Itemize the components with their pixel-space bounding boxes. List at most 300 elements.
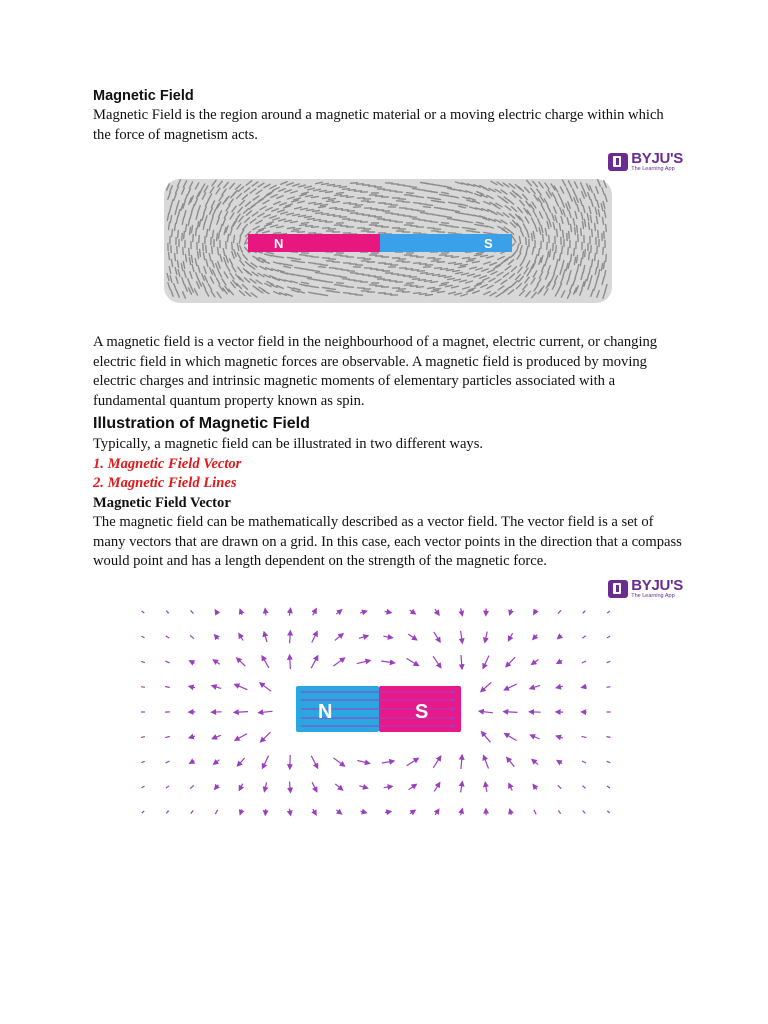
field-vector [533, 784, 537, 789]
filing [550, 250, 551, 257]
field-vector [290, 781, 291, 792]
field-vector [290, 630, 291, 642]
field-vector [607, 786, 610, 788]
filing [571, 225, 572, 232]
filing [421, 273, 428, 274]
field-vector [483, 655, 489, 668]
field-vector [189, 736, 195, 738]
field-vector [215, 609, 218, 613]
filing [322, 214, 329, 215]
filing [321, 205, 328, 206]
field-vector [336, 810, 341, 814]
filing [169, 253, 170, 260]
filing [469, 259, 476, 260]
field-vector [506, 657, 515, 667]
filing [595, 254, 596, 261]
filing [447, 270, 454, 271]
byjus-logo-2 [608, 578, 683, 600]
filing [326, 282, 333, 283]
logo-name-2: BYJU'S [631, 576, 683, 594]
filing [411, 286, 418, 287]
filing [532, 234, 533, 241]
filing [334, 186, 341, 187]
filing [329, 289, 336, 290]
filing [604, 262, 605, 269]
filing [344, 203, 351, 204]
filing [606, 255, 607, 262]
filing [589, 253, 590, 260]
filing [328, 185, 335, 186]
field-vector [313, 608, 317, 615]
field-vector [504, 684, 517, 690]
filing [218, 248, 219, 255]
field-vector [435, 608, 439, 614]
field-vector [191, 610, 194, 613]
filing [349, 190, 356, 191]
field-vector [408, 634, 417, 640]
filing [419, 280, 426, 281]
field-vector [532, 759, 538, 764]
filing [577, 256, 578, 263]
filing [347, 197, 354, 198]
field-vector [534, 609, 537, 614]
filing [313, 271, 320, 272]
field-vector [214, 634, 218, 639]
filing [575, 228, 576, 235]
filing [438, 262, 445, 263]
filing [603, 218, 604, 225]
field-vector [510, 809, 512, 815]
filing [306, 226, 313, 227]
filing [312, 227, 319, 228]
filing [172, 230, 173, 237]
field-vector [607, 636, 610, 638]
field-vector [382, 761, 394, 763]
filing [452, 227, 459, 228]
field-vector [311, 655, 318, 667]
field-vector [485, 782, 487, 792]
filing [340, 187, 347, 188]
field-vector [582, 686, 587, 687]
filing [585, 250, 586, 257]
field-vector [166, 810, 169, 813]
filing [557, 230, 558, 237]
filing [340, 277, 347, 278]
logo-name: BYJU'S [631, 150, 683, 168]
field-vector [461, 755, 462, 769]
field-vector [407, 758, 419, 765]
iron-filings-figure [164, 179, 612, 303]
filing [315, 204, 322, 205]
filing [433, 275, 440, 276]
filing [184, 232, 185, 239]
byjus-logo-icon-2 [608, 580, 628, 598]
field-vector [381, 661, 394, 663]
field-vector [260, 682, 271, 690]
field-vector [239, 783, 243, 790]
filing [420, 294, 427, 295]
field-vector [240, 609, 242, 615]
vector-field-figure [133, 604, 633, 824]
field-vector [215, 784, 219, 789]
field-vector [264, 782, 266, 791]
field-vector [384, 786, 393, 787]
document-page [93, 86, 683, 824]
filing [337, 283, 344, 284]
field-vector [533, 634, 537, 639]
field-vector [262, 655, 269, 667]
field-vector [190, 635, 194, 638]
field-vector [434, 631, 440, 641]
filing [326, 192, 333, 193]
filing [426, 295, 433, 296]
filing [213, 231, 214, 238]
filing [298, 262, 305, 263]
field-vector [484, 755, 489, 768]
field-vector [407, 658, 419, 665]
field-vector [485, 631, 487, 642]
field-vector [582, 661, 586, 663]
filing [319, 267, 326, 268]
field-vector [558, 810, 560, 813]
field-vector [557, 660, 562, 663]
filing [473, 232, 480, 233]
vector-south-label: S [415, 700, 429, 723]
field-vector [190, 785, 194, 788]
field-vector [265, 608, 266, 615]
filing [316, 213, 323, 214]
filing [341, 196, 348, 197]
field-vector [235, 684, 248, 689]
field-vector [214, 759, 220, 764]
filing [431, 222, 438, 223]
field-vector [141, 736, 145, 737]
filing [328, 215, 335, 216]
field-vector [289, 608, 290, 615]
filing [294, 259, 301, 260]
filing [463, 258, 470, 259]
filing [298, 232, 305, 233]
filing [562, 247, 563, 254]
field-vector [311, 755, 317, 767]
field-vector [556, 686, 563, 688]
filing [175, 254, 176, 261]
field-vector [190, 760, 195, 763]
field-vector [142, 810, 144, 812]
filing [424, 207, 431, 208]
filing [219, 232, 220, 239]
field-vector [481, 682, 491, 691]
field-vector [435, 809, 439, 815]
field-vector [385, 811, 391, 812]
field-vector-paragraph: The magnetic field can be mathematically described as a vector field. The vector field is a set of many vectors that are drawn on a grid. In this case, each vector points in the direction that a compass would point and has a length dependent on the strength of the magnetic force. [93, 514, 682, 569]
field-vector [582, 785, 585, 788]
filing [477, 253, 484, 254]
field-vector [479, 711, 493, 713]
filing [426, 205, 433, 206]
logo-tagline: The Learning App [631, 166, 675, 173]
field-vector [383, 636, 392, 638]
field-vector [582, 635, 585, 637]
filing [337, 193, 344, 194]
filing [417, 197, 424, 198]
field-vector [259, 711, 273, 712]
field-vector [509, 783, 512, 790]
bar-magnet-north [248, 234, 380, 252]
field-vector [142, 636, 145, 638]
north-label: N [274, 236, 284, 251]
filing [294, 229, 301, 230]
field-vector [410, 810, 415, 814]
field-vector [212, 685, 221, 688]
field-vector [461, 630, 463, 642]
filing [432, 291, 439, 292]
field-vector [583, 810, 586, 813]
filing [592, 260, 593, 267]
list-item-vector: 1. Magnetic Field Vector [93, 455, 242, 472]
field-vector [165, 686, 170, 687]
filing [313, 211, 320, 212]
field-vector [237, 758, 244, 766]
filing [292, 231, 299, 232]
filing [452, 257, 459, 258]
filing [427, 274, 434, 275]
field-vector [558, 635, 562, 638]
field-vector [189, 686, 195, 687]
list-item-lines: 2. Magnetic Field Lines [93, 475, 237, 491]
field-vector [212, 735, 221, 738]
field-vector [409, 784, 417, 789]
south-label: S [484, 236, 493, 251]
field-vector [607, 810, 609, 812]
field-vector [508, 633, 512, 641]
section-title-illustration: Illustration of Magnetic Field [93, 415, 310, 432]
illustration-intro: Typically, a magnetic field can be illustrated in two different ways. [93, 436, 484, 452]
field-vector [583, 610, 586, 613]
field-vector [461, 808, 463, 815]
field-vector [385, 611, 392, 612]
field-vector [607, 761, 611, 762]
filing [583, 252, 584, 259]
filing [568, 248, 569, 255]
field-vector [333, 757, 344, 765]
field-vector [530, 685, 540, 688]
field-vector [166, 610, 169, 613]
filing [431, 282, 438, 283]
vector-field-svg [133, 604, 633, 824]
filing [469, 229, 476, 230]
filing [414, 293, 421, 294]
filing [288, 228, 295, 229]
filing [186, 225, 187, 232]
field-vector [507, 757, 515, 766]
intro-paragraph: Magnetic Field is the region around a magnetic material or a moving electric charge within which the force of magnetism acts. [93, 107, 664, 143]
logo-tagline-2: The Learning App [631, 592, 675, 599]
field-vector [239, 633, 243, 640]
field-vector [333, 657, 344, 665]
filing [343, 189, 350, 190]
filing [526, 238, 527, 245]
filing [563, 231, 564, 238]
field-vector [290, 655, 291, 669]
field-vector [240, 809, 242, 814]
vector-north-label: N [318, 700, 333, 723]
filing [569, 232, 570, 239]
field-vector [534, 809, 536, 813]
field-vector [166, 785, 169, 787]
field-vector [505, 733, 517, 740]
filing [595, 224, 596, 231]
filing [192, 226, 193, 233]
filing [206, 246, 207, 253]
field-vector [607, 661, 611, 662]
vector-field-paragraph: A magnetic field is a vector field in the neighbourhood of a magnet, electric current, or changing electric field in which magnetic forces are observable. A magnetic field is produced by moving electric charges and intrinsic magnetic moments of elementary particles associated with a fundamental quantum property known as spin. [93, 334, 658, 409]
field-vector [166, 635, 169, 637]
filing [577, 226, 578, 233]
filing [351, 183, 358, 184]
filing [598, 261, 599, 268]
filing [581, 229, 582, 236]
field-vector [558, 785, 562, 788]
field-vector [504, 711, 518, 712]
field-vector [289, 808, 290, 815]
field-vector [359, 785, 367, 787]
filing [475, 255, 482, 256]
field-vector [265, 808, 266, 814]
filing [449, 263, 456, 264]
field-vector [213, 659, 220, 663]
field-vector [530, 735, 539, 739]
filing [417, 287, 424, 288]
filing [305, 217, 312, 218]
field-vector [558, 610, 561, 613]
field-vector [357, 760, 369, 763]
filing [571, 255, 572, 262]
field-vector [582, 761, 586, 763]
field-vector [433, 656, 441, 668]
field-vector [532, 659, 539, 664]
field-vector [461, 655, 462, 669]
filing [274, 233, 281, 234]
field-vector [141, 761, 144, 762]
filing [189, 249, 190, 256]
section-title-magnetic-field: Magnetic Field [93, 88, 194, 104]
filing [592, 230, 593, 237]
filing [327, 201, 334, 202]
field-vector [215, 809, 217, 813]
field-vector [261, 732, 271, 742]
field-vector [556, 736, 562, 738]
filing [333, 292, 340, 293]
filing [330, 208, 337, 209]
field-vector [262, 755, 268, 768]
filing [300, 225, 307, 226]
filing [183, 248, 184, 255]
filing [314, 220, 321, 221]
field-vector [313, 809, 316, 815]
filing [425, 281, 432, 282]
filing [434, 199, 441, 200]
field-vector [335, 633, 343, 640]
field-vector [482, 731, 491, 742]
field-vector [359, 635, 368, 638]
field-vector [312, 631, 317, 642]
filing [438, 202, 445, 203]
field-vector [165, 661, 169, 663]
filing [333, 202, 340, 203]
field-vector [510, 609, 512, 615]
field-vector [141, 686, 145, 687]
byjus-logo-icon [608, 153, 628, 171]
filing [410, 187, 417, 188]
filing [413, 279, 420, 280]
filing [439, 276, 446, 277]
filing [232, 243, 233, 250]
field-vector [434, 782, 440, 791]
filing [407, 193, 414, 194]
byjus-logo [608, 151, 683, 173]
filing [428, 288, 435, 289]
field-vector [607, 686, 611, 687]
filing [455, 264, 462, 265]
filing [319, 207, 326, 208]
filing [175, 224, 176, 231]
field-vector [237, 657, 246, 665]
filing [543, 235, 544, 242]
filing [574, 249, 575, 256]
field-vector [264, 631, 267, 641]
field-vector [461, 781, 463, 792]
field-vector [433, 756, 441, 768]
field-vector [234, 711, 248, 712]
field-vector [142, 611, 145, 613]
field-vector [165, 736, 170, 737]
filing [321, 265, 328, 266]
field-vector [166, 761, 170, 763]
field-vector [312, 782, 317, 792]
filing [198, 252, 199, 259]
field-vector [336, 609, 342, 613]
field-vector [557, 760, 562, 763]
field-vector [461, 608, 463, 615]
filing [234, 236, 235, 243]
field-vector [141, 661, 145, 662]
filing [435, 268, 442, 269]
field-vector [142, 786, 145, 788]
field-vector [335, 783, 342, 789]
logo-row-1 [93, 151, 683, 173]
filing [329, 199, 336, 200]
filing [418, 211, 425, 212]
filing [302, 223, 309, 224]
field-vector [190, 660, 195, 663]
field-vector [582, 736, 587, 737]
field-vector [410, 610, 416, 614]
logo-row-2 [93, 578, 683, 600]
filing [589, 223, 590, 230]
field-vector [357, 660, 370, 663]
filing [308, 219, 315, 220]
filing [445, 217, 452, 218]
filing [200, 250, 201, 257]
filing [434, 289, 441, 290]
filing [583, 222, 584, 229]
filing [169, 223, 170, 230]
filing [228, 235, 229, 242]
filing [178, 231, 179, 238]
filing [320, 221, 327, 222]
filing [186, 255, 187, 262]
